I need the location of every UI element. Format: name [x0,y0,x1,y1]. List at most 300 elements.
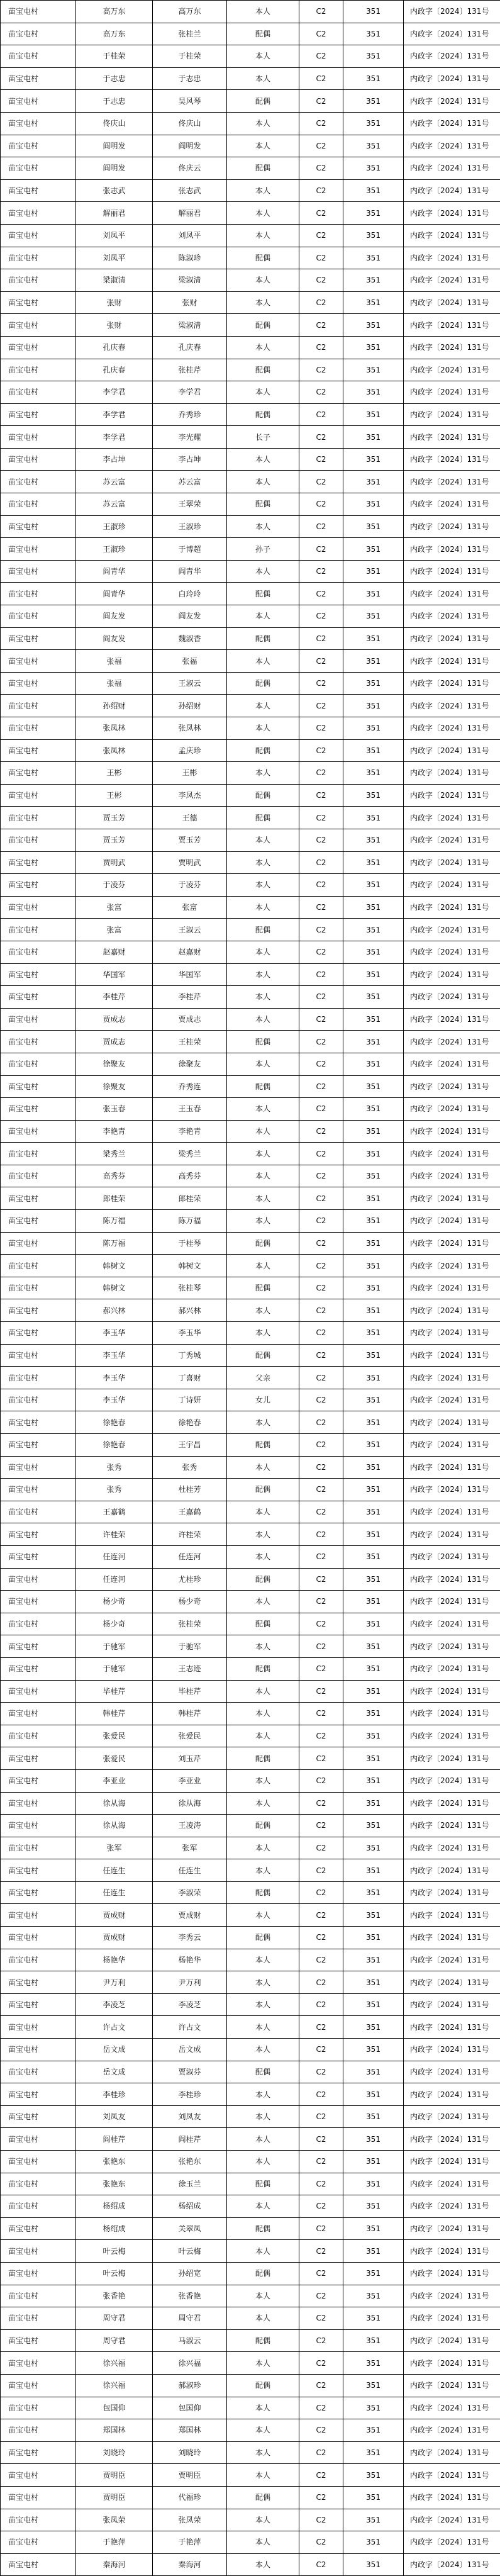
document-number-cell: 内政字〔2024〕131号 [404,471,500,493]
document-number-cell: 内政字〔2024〕131号 [404,269,500,292]
document-number-cell: 内政字〔2024〕131号 [404,1143,500,1165]
table-row [1,1098,500,1121]
relation-cell: 本人 [227,135,299,157]
member-name-cell: 李凤杰 [153,784,227,807]
relation-cell: 本人 [227,650,299,673]
table-row [1,1769,500,1792]
license-class-cell: C2 [299,650,343,673]
table-row [1,1479,500,1501]
amount-cell: 351 [343,1,404,23]
relation-cell: 本人 [227,874,299,897]
table-row [1,717,500,740]
table-row [1,672,500,695]
village-cell: 苗宝屯村 [1,1456,76,1479]
license-class-cell: C2 [299,1949,343,1971]
document-number-cell: 内政字〔2024〕131号 [404,381,500,404]
document-number-cell: 内政字〔2024〕131号 [404,739,500,762]
relation-cell: 本人 [227,1008,299,1031]
document-number-cell: 内政字〔2024〕131号 [404,247,500,269]
table-row [1,2151,500,2173]
document-number-cell: 内政字〔2024〕131号 [404,1344,500,1367]
village-cell: 苗宝屯村 [1,829,76,851]
records-table-body [1,1,500,2576]
relation-cell: 配偶 [227,359,299,381]
table-row [1,179,500,202]
amount-cell: 351 [343,45,404,68]
village-cell: 苗宝屯村 [1,515,76,538]
amount-cell: 351 [343,807,404,829]
relation-cell: 本人 [227,605,299,628]
householder-cell: 于驰军 [76,1635,153,1658]
member-name-cell: 于凌芬 [153,874,227,897]
relation-cell: 本人 [227,2039,299,2061]
member-name-cell: 丁秀城 [153,1344,227,1367]
village-cell: 苗宝屯村 [1,2061,76,2083]
member-name-cell: 张桂芹 [153,359,227,381]
table-row [1,739,500,762]
householder-cell: 张艳东 [76,2151,153,2173]
member-name-cell: 许桂荣 [153,1523,227,1546]
village-cell: 苗宝屯村 [1,1591,76,1613]
householder-cell: 郑国林 [76,2419,153,2442]
license-class-cell: C2 [299,583,343,605]
householder-cell: 华国军 [76,963,153,986]
document-number-cell: 内政字〔2024〕131号 [404,2262,500,2285]
householder-cell: 徐从海 [76,1792,153,1815]
license-class-cell: C2 [299,762,343,785]
amount-cell: 351 [343,515,404,538]
license-class-cell: C2 [299,1927,343,1949]
amount-cell: 351 [343,695,404,717]
householder-cell: 张富 [76,919,153,941]
relation-cell: 本人 [227,1322,299,1345]
village-cell: 苗宝屯村 [1,1545,76,1568]
relation-cell: 本人 [227,1949,299,1971]
amount-cell: 351 [343,23,404,45]
table-row [1,919,500,941]
relation-cell: 本人 [227,560,299,583]
document-number-cell: 内政字〔2024〕131号 [404,1120,500,1143]
relation-cell: 配偶 [227,403,299,426]
table-row [1,1837,500,1859]
license-class-cell: C2 [299,2329,343,2352]
householder-cell: 任连生 [76,1859,153,1882]
document-number-cell: 内政字〔2024〕131号 [404,1591,500,1613]
document-number-cell: 内政字〔2024〕131号 [404,605,500,628]
document-number-cell: 内政字〔2024〕131号 [404,1747,500,1770]
table-row [1,1927,500,1949]
document-number-cell: 内政字〔2024〕131号 [404,2464,500,2487]
village-cell: 苗宝屯村 [1,1255,76,1277]
license-class-cell: C2 [299,2352,343,2375]
village-cell: 苗宝屯村 [1,2105,76,2128]
relation-cell: 本人 [227,1120,299,1143]
amount-cell: 351 [343,1322,404,1345]
village-cell: 苗宝屯村 [1,1927,76,1949]
village-cell: 苗宝屯村 [1,269,76,292]
license-class-cell: C2 [299,45,343,68]
householder-cell: 阎青华 [76,583,153,605]
document-number-cell: 内政字〔2024〕131号 [404,560,500,583]
license-class-cell: C2 [299,1165,343,1187]
householder-cell: 杨少奇 [76,1591,153,1613]
table-row [1,1993,500,2016]
village-cell: 苗宝屯村 [1,2016,76,2039]
license-class-cell: C2 [299,1613,343,1635]
document-number-cell: 内政字〔2024〕131号 [404,1815,500,1837]
table-row [1,448,500,471]
table-row [1,224,500,247]
amount-cell: 351 [343,2016,404,2039]
document-number-cell: 内政字〔2024〕131号 [404,762,500,785]
householder-cell: 岳文成 [76,2061,153,2083]
village-cell: 苗宝屯村 [1,2195,76,2218]
table-row [1,2374,500,2397]
householder-cell: 张秀 [76,1479,153,1501]
member-name-cell: 许占文 [153,2016,227,2039]
document-number-cell: 内政字〔2024〕131号 [404,493,500,516]
relation-cell: 本人 [227,2083,299,2106]
member-name-cell: 张爱民 [153,1725,227,1747]
householder-cell: 任连河 [76,1568,153,1591]
table-row [1,807,500,829]
document-number-cell: 内政字〔2024〕131号 [404,1031,500,1053]
license-class-cell: C2 [299,717,343,740]
member-name-cell: 岳文成 [153,2039,227,2061]
document-number-cell: 内政字〔2024〕131号 [404,2352,500,2375]
member-name-cell: 于桂荣 [153,45,227,68]
table-row [1,314,500,337]
table-row [1,1277,500,1299]
householder-cell: 张凤荣 [76,2509,153,2531]
license-class-cell: C2 [299,2307,343,2330]
member-name-cell: 解丽君 [153,202,227,225]
license-class-cell: C2 [299,1120,343,1143]
amount-cell: 351 [343,1008,404,1031]
table-row [1,1411,500,1434]
table-row [1,829,500,851]
relation-cell: 本人 [227,1993,299,2016]
table-row [1,269,500,292]
table-row [1,2195,500,2218]
member-name-cell: 周守君 [153,2307,227,2330]
member-name-cell: 贾淑芬 [153,2061,227,2083]
document-number-cell: 内政字〔2024〕131号 [404,896,500,919]
member-name-cell: 韩树文 [153,1255,227,1277]
householder-cell: 徐从海 [76,1815,153,1837]
householder-cell: 高万东 [76,1,153,23]
document-number-cell: 内政字〔2024〕131号 [404,1479,500,1501]
village-cell: 苗宝屯村 [1,1187,76,1210]
relation-cell: 本人 [227,1545,299,1568]
license-class-cell: C2 [299,291,343,314]
document-number-cell: 内政字〔2024〕131号 [404,583,500,605]
document-number-cell: 内政字〔2024〕131号 [404,2217,500,2240]
member-name-cell: 徐聚友 [153,1053,227,1075]
document-number-cell: 内政字〔2024〕131号 [404,2397,500,2419]
member-name-cell: 乔秀珍 [153,403,227,426]
document-number-cell: 内政字〔2024〕131号 [404,2173,500,2195]
amount-cell: 351 [343,1344,404,1367]
relation-cell: 配偶 [227,739,299,762]
table-row [1,1456,500,1479]
document-number-cell: 内政字〔2024〕131号 [404,650,500,673]
license-class-cell: C2 [299,739,343,762]
license-class-cell: C2 [299,1837,343,1859]
amount-cell: 351 [343,112,404,135]
document-number-cell: 内政字〔2024〕131号 [404,135,500,157]
document-number-cell: 内政字〔2024〕131号 [404,112,500,135]
member-name-cell: 徐从海 [153,1792,227,1815]
member-name-cell: 王志迹 [153,1657,227,1680]
amount-cell: 351 [343,1479,404,1501]
householder-cell: 李玉华 [76,1367,153,1389]
table-row [1,1232,500,1255]
amount-cell: 351 [343,2397,404,2419]
member-name-cell: 任连生 [153,1859,227,1882]
table-row [1,874,500,897]
village-cell: 苗宝屯村 [1,67,76,90]
license-class-cell: C2 [299,1255,343,1277]
member-name-cell: 徐艳春 [153,1411,227,1434]
householder-cell: 包国仰 [76,2397,153,2419]
village-cell: 苗宝屯村 [1,739,76,762]
village-cell: 苗宝屯村 [1,2329,76,2352]
amount-cell: 351 [343,874,404,897]
member-name-cell: 马淑云 [153,2329,227,2352]
document-number-cell: 内政字〔2024〕131号 [404,1187,500,1210]
document-number-cell: 内政字〔2024〕131号 [404,2105,500,2128]
table-row [1,112,500,135]
document-number-cell: 内政字〔2024〕131号 [404,1053,500,1075]
amount-cell: 351 [343,1120,404,1143]
license-class-cell: C2 [299,919,343,941]
village-cell: 苗宝屯村 [1,2128,76,2151]
member-name-cell: 杨绍成 [153,2195,227,2218]
table-row [1,1031,500,1053]
relation-cell: 本人 [227,1098,299,1121]
license-class-cell: C2 [299,448,343,471]
relation-cell: 本人 [227,1904,299,1927]
license-class-cell: C2 [299,269,343,292]
license-class-cell: C2 [299,2374,343,2397]
license-class-cell: C2 [299,1523,343,1546]
member-name-cell: 苏云富 [153,471,227,493]
householder-cell: 孔庆春 [76,336,153,359]
document-number-cell: 内政字〔2024〕131号 [404,829,500,851]
village-cell: 苗宝屯村 [1,314,76,337]
village-cell: 苗宝屯村 [1,695,76,717]
member-name-cell: 郝淑珍 [153,2374,227,2397]
member-name-cell: 刘凤平 [153,224,227,247]
document-number-cell: 内政字〔2024〕131号 [404,627,500,650]
document-number-cell: 内政字〔2024〕131号 [404,1993,500,2016]
member-name-cell: 于博超 [153,538,227,561]
table-row [1,1680,500,1703]
householder-cell: 张志武 [76,179,153,202]
relation-cell: 本人 [227,336,299,359]
amount-cell: 351 [343,1098,404,1121]
table-row [1,90,500,113]
relation-cell: 本人 [227,1703,299,1725]
householder-cell: 梁秀兰 [76,1143,153,1165]
village-cell: 苗宝屯村 [1,650,76,673]
member-name-cell: 丁诗妍 [153,1389,227,1411]
amount-cell: 351 [343,1971,404,1994]
table-row [1,538,500,561]
householder-cell: 任连生 [76,1881,153,1904]
village-cell: 苗宝屯村 [1,874,76,897]
license-class-cell: C2 [299,1703,343,1725]
license-class-cell: C2 [299,1815,343,1837]
householder-cell: 贾明武 [76,851,153,874]
member-name-cell: 王桂荣 [153,1031,227,1053]
member-name-cell: 于驰军 [153,1635,227,1658]
member-name-cell: 贾明武 [153,851,227,874]
table-row [1,2217,500,2240]
relation-cell: 配偶 [227,672,299,695]
table-row [1,941,500,963]
village-cell: 苗宝屯村 [1,2397,76,2419]
amount-cell: 351 [343,2531,404,2554]
village-cell: 苗宝屯村 [1,1815,76,1837]
amount-cell: 351 [343,1837,404,1859]
village-cell: 苗宝屯村 [1,1344,76,1367]
village-cell: 苗宝屯村 [1,224,76,247]
table-row [1,202,500,225]
amount-cell: 351 [343,829,404,851]
table-row [1,2083,500,2106]
village-cell: 苗宝屯村 [1,538,76,561]
license-class-cell: C2 [299,538,343,561]
amount-cell: 351 [343,1075,404,1098]
householder-cell: 张凤林 [76,739,153,762]
relation-cell: 本人 [227,2128,299,2151]
table-row [1,1322,500,1345]
license-class-cell: C2 [299,2553,343,2576]
village-cell: 苗宝屯村 [1,1725,76,1747]
householder-cell: 徐聚友 [76,1053,153,1075]
relation-cell: 配偶 [227,1031,299,1053]
table-row [1,1344,500,1367]
member-name-cell: 阎友发 [153,605,227,628]
householder-cell: 周守君 [76,2329,153,2352]
table-row [1,2128,500,2151]
village-cell: 苗宝屯村 [1,1635,76,1658]
license-class-cell: C2 [299,1008,343,1031]
document-number-cell: 内政字〔2024〕131号 [404,986,500,1009]
village-cell: 苗宝屯村 [1,1501,76,1523]
license-class-cell: C2 [299,560,343,583]
document-number-cell: 内政字〔2024〕131号 [404,1837,500,1859]
relation-cell: 本人 [227,986,299,1009]
license-class-cell: C2 [299,1591,343,1613]
amount-cell: 351 [343,381,404,404]
village-cell: 苗宝屯村 [1,605,76,628]
license-class-cell: C2 [299,1299,343,1322]
document-number-cell: 内政字〔2024〕131号 [404,941,500,963]
amount-cell: 351 [343,448,404,471]
member-name-cell: 丁喜财 [153,1367,227,1389]
village-cell: 苗宝屯村 [1,1411,76,1434]
member-name-cell: 尤桂珍 [153,1568,227,1591]
relation-cell: 配偶 [227,784,299,807]
member-name-cell: 杨少奇 [153,1591,227,1613]
village-cell: 苗宝屯村 [1,963,76,986]
householder-cell: 毕桂芹 [76,1680,153,1703]
householder-cell: 贾明臣 [76,2486,153,2509]
householder-cell: 刘凤平 [76,224,153,247]
member-name-cell: 梁淑清 [153,314,227,337]
member-name-cell: 张军 [153,1837,227,1859]
amount-cell: 351 [343,1635,404,1658]
relation-cell: 配偶 [227,1568,299,1591]
license-class-cell: C2 [299,2419,343,2442]
amount-cell: 351 [343,1277,404,1299]
village-cell: 苗宝屯村 [1,1792,76,1815]
village-cell: 苗宝屯村 [1,2419,76,2442]
amount-cell: 351 [343,2509,404,2531]
member-name-cell: 郑国林 [153,2419,227,2442]
village-cell: 苗宝屯村 [1,896,76,919]
householder-cell: 张财 [76,291,153,314]
householder-cell: 许占文 [76,2016,153,2039]
village-cell: 苗宝屯村 [1,135,76,157]
amount-cell: 351 [343,2285,404,2307]
member-name-cell: 梁秀兰 [153,1143,227,1165]
relation-cell: 配偶 [227,1927,299,1949]
table-row [1,1120,500,1143]
amount-cell: 351 [343,336,404,359]
householder-cell: 阎明发 [76,135,153,157]
member-name-cell: 高万东 [153,1,227,23]
license-class-cell: C2 [299,1322,343,1345]
license-class-cell: C2 [299,1187,343,1210]
relation-cell: 本人 [227,717,299,740]
member-name-cell: 孔庆春 [153,336,227,359]
householder-cell: 贾成志 [76,1008,153,1031]
householder-cell: 许桂荣 [76,1523,153,1546]
document-number-cell: 内政字〔2024〕131号 [404,807,500,829]
member-name-cell: 孟庆珍 [153,739,227,762]
license-class-cell: C2 [299,90,343,113]
member-name-cell: 于志忠 [153,67,227,90]
amount-cell: 351 [343,717,404,740]
amount-cell: 351 [343,672,404,695]
householder-cell: 王淑珍 [76,515,153,538]
member-name-cell: 李玉华 [153,1322,227,1345]
license-class-cell: C2 [299,1411,343,1434]
table-row [1,1635,500,1658]
table-row [1,583,500,605]
table-row [1,851,500,874]
member-name-cell: 李桂芹 [153,986,227,1009]
member-name-cell: 陈万福 [153,1210,227,1233]
document-number-cell: 内政字〔2024〕131号 [404,1456,500,1479]
relation-cell: 本人 [227,2441,299,2464]
document-number-cell: 内政字〔2024〕131号 [404,1725,500,1747]
member-name-cell: 郝兴林 [153,1299,227,1322]
village-cell: 苗宝屯村 [1,1993,76,2016]
amount-cell: 351 [343,493,404,516]
village-cell: 苗宝屯村 [1,359,76,381]
license-class-cell: C2 [299,2240,343,2263]
document-number-cell: 内政字〔2024〕131号 [404,2240,500,2263]
license-class-cell: C2 [299,381,343,404]
license-class-cell: C2 [299,963,343,986]
license-class-cell: C2 [299,2083,343,2106]
amount-cell: 351 [343,1031,404,1053]
